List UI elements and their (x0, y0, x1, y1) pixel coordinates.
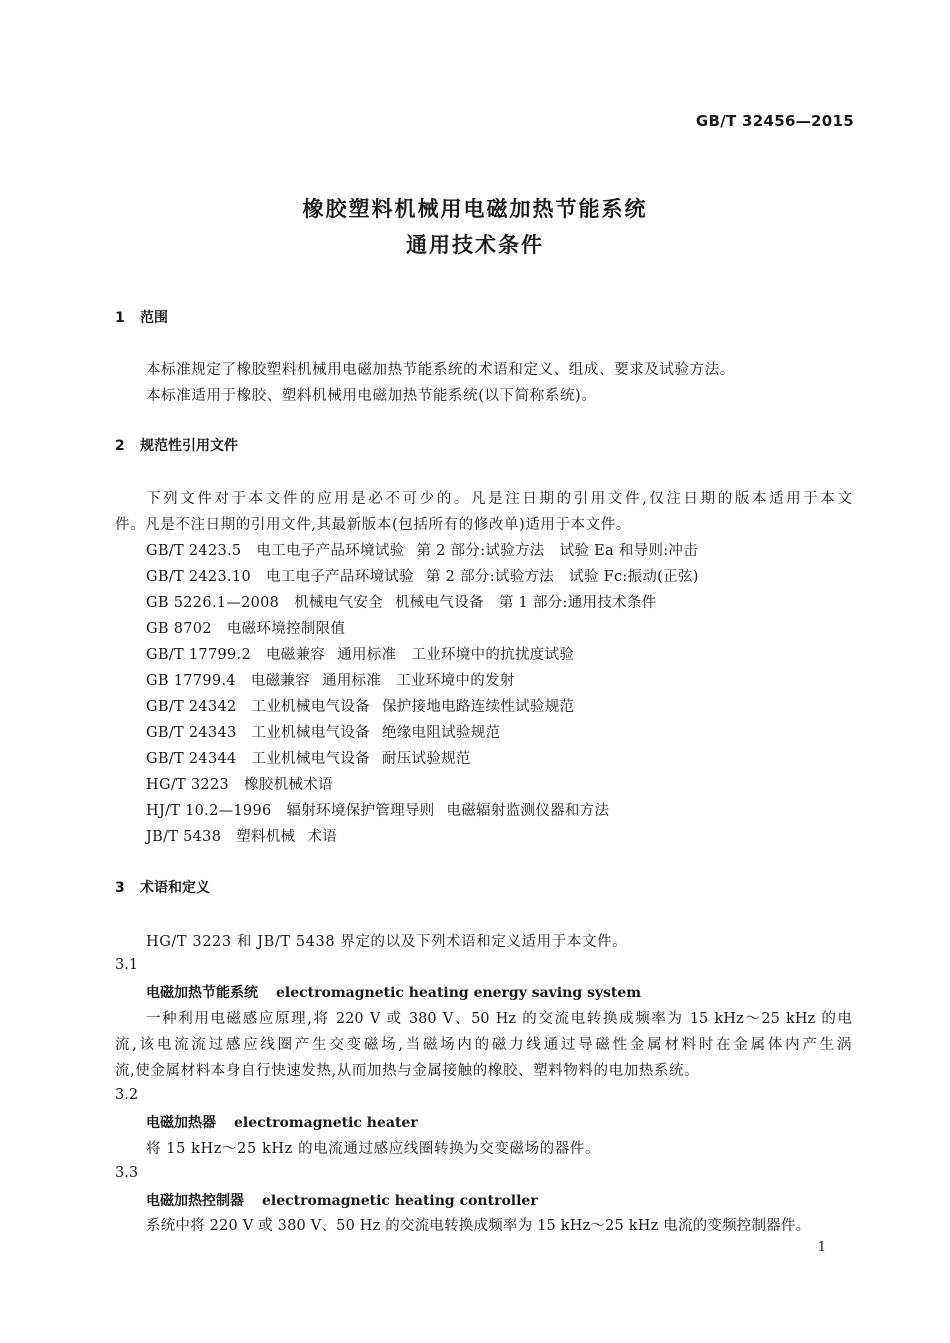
reference-item: GB/T 2423.10 电工电子产品环境试验 第 2 部分:试验方法 试验 Fc:振动(正弦) (146, 569, 699, 585)
reference-item: GB/T 24343 工业机械电气设备 绝缘电阻试验规范 (146, 725, 501, 741)
term-definition-line: 将 15 kHz～25 kHz 的电流通过感应线圈转换为交变磁场的器件。 (146, 1141, 601, 1157)
standard-number: GB/T 32456—2015 (695, 112, 854, 130)
reference-item: GB/T 24342 工业机械电气设备 保护接地电路连续性试验规范 (146, 699, 575, 715)
reference-item: GB/T 2423.5 电工电子产品环境试验 第 2 部分:试验方法 试验 Ea 和导则:冲击 (146, 543, 699, 559)
section-2-intro-line-2: 件。凡是不注日期的引用文件,其最新版本(包括所有的修改单)适用于本文件。 (115, 517, 632, 533)
reference-item: JB/T 5438 塑料机械 术语 (146, 829, 338, 845)
section-2-heading: 2 规范性引用文件 (115, 438, 238, 454)
section-1-heading: 1 范围 (115, 310, 168, 326)
reference-item: GB 8702 电磁环境控制限值 (146, 621, 346, 637)
document-title: 橡胶塑料机械用电磁加热节能系统 (302, 197, 648, 221)
reference-item: HJ/T 10.2—1996 辐射环境保护管理导则 电磁辐射监测仪器和方法 (146, 803, 610, 819)
reference-item: GB 5226.1—2008 机械电气安全 机械电气设备 第 1 部分:通用技术条件 (146, 595, 657, 611)
term-number: 3.1 (115, 957, 139, 973)
term-definition-line: 系统中将 220 V 或 380 V、50 Hz 的交流电转换成频率为 15 kHz～25 kHz 电流的变频控制器件。 (146, 1218, 811, 1234)
term-number: 3.2 (115, 1087, 139, 1103)
term-number: 3.3 (115, 1165, 139, 1181)
document-subtitle: 通用技术条件 (406, 233, 544, 257)
term-definition-line: 流,使金属材料本身自行快速发热,从而加热与金属接触的橡胶、塑料物料的电加热系统。 (115, 1063, 700, 1079)
section-1-para-1: 本标准规定了橡胶塑料机械用电磁加热节能系统的术语和定义、组成、要求及试验方法。 (146, 362, 735, 378)
reference-item: GB 17799.4 电磁兼容 通用标准 工业环境中的发射 (146, 673, 515, 689)
term-title: 电磁加热器 electromagnetic heater (146, 1115, 418, 1131)
reference-item: GB/T 24344 工业机械电气设备 耐压试验规范 (146, 751, 471, 767)
section-2-intro-line-1: 下列文件对于本文件的应用是必不可少的。凡是注日期的引用文件,仅注日期的版本适用于本文 (146, 491, 852, 507)
reference-item: GB/T 17799.2 电磁兼容 通用标准 工业环境中的抗扰度试验 (146, 647, 575, 663)
section-3-heading: 3 术语和定义 (115, 880, 210, 896)
reference-item: HG/T 3223 橡胶机械术语 (146, 777, 333, 793)
page-number: 1 (817, 1240, 826, 1255)
section-3-intro: HG/T 3223 和 JB/T 5438 界定的以及下列术语和定义适用于本文件。 (146, 934, 628, 950)
term-title: 电磁加热节能系统 electromagnetic heating energy saving system (146, 985, 642, 1001)
term-title: 电磁加热控制器 electromagnetic heating controller (146, 1193, 538, 1209)
term-definition-line: 流,该电流流过感应线圈产生交变磁场,当磁场内的磁力线通过导磁性金属材料时在金属体内产生涡 (115, 1037, 852, 1053)
section-1-para-2: 本标准适用于橡胶、塑料机械用电磁加热节能系统(以下简称系统)。 (146, 388, 597, 404)
term-definition-line: 一种利用电磁感应原理,将 220 V 或 380 V、50 Hz 的交流电转换成频率为 15 kHz～25 kHz 的电 (146, 1011, 852, 1027)
